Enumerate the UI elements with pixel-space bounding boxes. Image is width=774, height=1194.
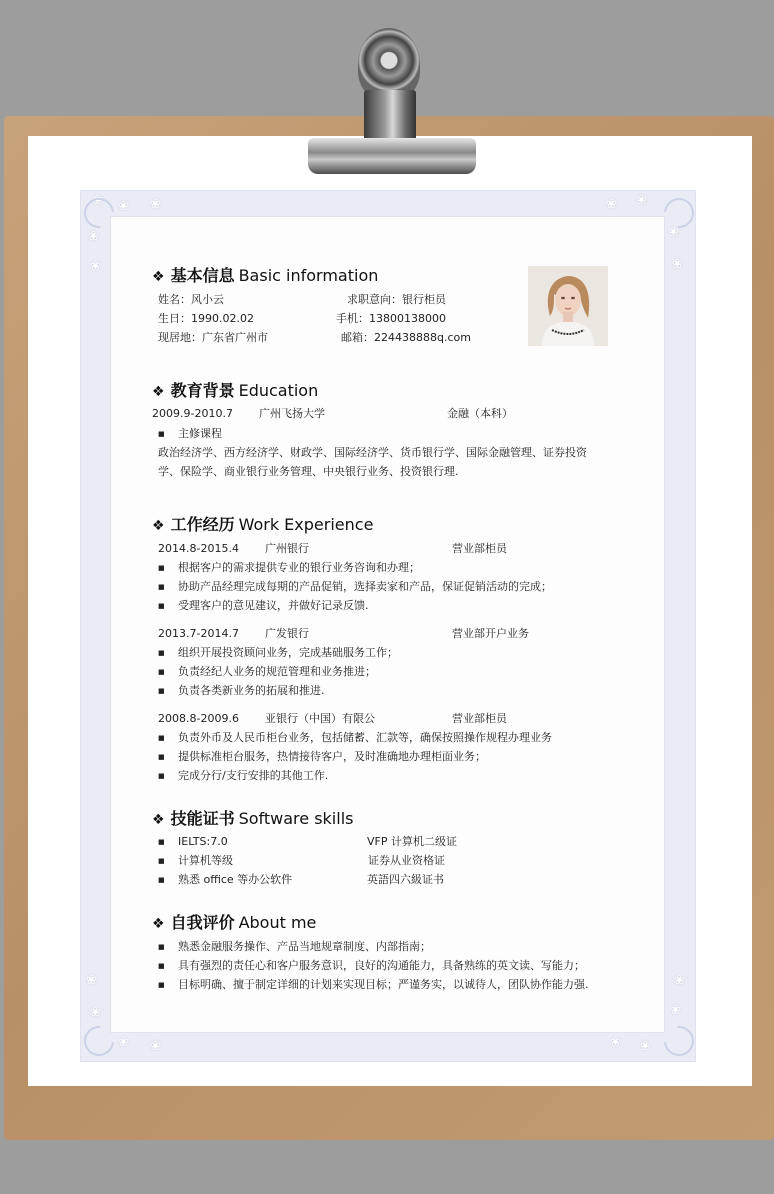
job-company: 广州银行: [265, 542, 309, 555]
flower-icon: ❀: [640, 1039, 651, 1054]
flower-icon: ❀: [90, 1005, 101, 1020]
section-marker-icon: ❖: [152, 518, 165, 534]
section-title-education: ❖ 教育背景 Education: [152, 381, 319, 400]
section-marker-icon: ❖: [152, 916, 165, 932]
bullet-icon: ■: [158, 583, 165, 591]
skill-item: VFP 计算机二级证: [367, 835, 457, 848]
flower-icon: ❀: [86, 973, 97, 988]
courses-line: 政治经济学、西方经济学、财政学、国际经济学、货币银行学、国际金融管理、证券投资: [158, 446, 587, 459]
job-duty: 负责外币及人民币柜台业务，包括储蓄、汇款等，确保按照操作规程办理业务: [178, 731, 552, 744]
job-duty: 协助产品经理完成每期的产品促销，选择卖家和产品，保证促销活动的完成；: [178, 580, 552, 593]
job-duty: 组织开展投资顾问业务，完成基础服务工作；: [178, 646, 398, 659]
phone-text: 手机：13800138000: [336, 312, 446, 325]
bullet-icon: ■: [158, 430, 165, 438]
bullet-icon: ■: [158, 838, 165, 846]
flower-icon: ❀: [118, 199, 129, 214]
courses-line: 学、保险学、商业银行业务管理、中央银行业务、投资银行理.: [158, 465, 459, 478]
email-text: 邮箱：224438888q.com: [341, 331, 471, 344]
job-title: 营业部柜员: [452, 542, 507, 555]
flower-icon: ❀: [668, 225, 679, 240]
courses-label: 主修课程: [178, 427, 222, 440]
job-period: 2014.8-2015.4: [158, 542, 239, 555]
bullet-icon: ■: [158, 602, 165, 610]
name-text: 姓名：风小云: [158, 293, 224, 306]
job-company: 亚银行（中国）有限公: [265, 712, 375, 725]
bullet-icon: ■: [158, 668, 165, 676]
bullet-icon: ■: [158, 687, 165, 695]
flower-icon: ❀: [88, 229, 99, 244]
education-school: 广州飞扬大学: [259, 407, 325, 420]
bullet-icon: ■: [158, 981, 165, 989]
section-title-basic: ❖ 基本信息 Basic information: [152, 266, 379, 285]
bullet-icon: ■: [158, 857, 165, 865]
bullet-icon: ■: [158, 876, 165, 884]
flower-icon: ❀: [90, 259, 101, 274]
flower-icon: ❀: [672, 257, 683, 272]
section-title-work: ❖ 工作经历 Work Experience: [152, 515, 374, 534]
job-period: 2008.8-2009.6: [158, 712, 239, 725]
skill-item: 计算机等级: [178, 854, 233, 867]
education-period: 2009.9-2010.7: [152, 407, 233, 420]
job-title: 营业部开户业务: [452, 627, 529, 640]
skill-item: IELTS:7.0: [178, 835, 228, 848]
bullet-icon: ■: [158, 753, 165, 761]
bullet-icon: ■: [158, 734, 165, 742]
birth-text: 生日：1990.02.02: [158, 312, 254, 325]
job-duty: 提供标准柜台服务，热情接待客户，及时准确地办理柜面业务；: [178, 750, 486, 763]
job-duty: 负责各类新业务的拓展和推进.: [178, 684, 325, 697]
section-title-about: ❖ 自我评价 About me: [152, 913, 317, 932]
address-text: 现居地：广东省广州市: [158, 331, 268, 344]
flower-icon: ❀: [150, 1039, 161, 1054]
skill-item: 英語四六級证书: [367, 873, 444, 886]
about-item: 目标明确、擅于制定详细的计划来实现目标；严谨务实，以诚待人，团队协作能力强.: [178, 978, 589, 991]
job-duty: 完成分行/支行安排的其他工作.: [178, 769, 329, 782]
bullet-icon: ■: [158, 564, 165, 572]
flower-icon: ❀: [610, 1035, 621, 1050]
section-marker-icon: ❖: [152, 384, 165, 400]
section-title-skills: ❖ 技能证书 Software skills: [152, 809, 354, 828]
bullet-icon: ■: [158, 943, 165, 951]
binder-clip-base: [308, 138, 476, 174]
profile-photo: [528, 266, 608, 346]
job-intent-text: 求职意向：银行柜员: [347, 293, 446, 306]
flower-icon: ❀: [606, 197, 617, 212]
job-company: 广发银行: [265, 627, 309, 640]
job-duty: 负责经纪人业务的规范管理和业务推进；: [178, 665, 376, 678]
flower-icon: ❀: [670, 1003, 681, 1018]
bullet-icon: ■: [158, 649, 165, 657]
job-period: 2013.7-2014.7: [158, 627, 239, 640]
about-item: 具有强烈的责任心和客户服务意识，良好的沟通能力，具备熟练的英文读、写能力；: [178, 959, 585, 972]
flower-icon: ❀: [674, 973, 685, 988]
bullet-icon: ■: [158, 962, 165, 970]
about-item: 熟悉金融服务操作、产品当地规章制度、内部指南；: [178, 940, 431, 953]
bullet-icon: ■: [158, 772, 165, 780]
job-title: 营业部柜员: [452, 712, 507, 725]
skill-item: 熟悉 office 等办公软件: [178, 873, 293, 886]
section-marker-icon: ❖: [152, 269, 165, 285]
skill-item: 证券从业资格证: [368, 854, 445, 867]
education-major: 金融（本科）: [447, 407, 513, 420]
flower-icon: ❀: [150, 197, 161, 212]
flower-icon: ❀: [636, 193, 647, 208]
job-duty: 受理客户的意见建议，并做好记录反馈.: [178, 599, 369, 612]
section-marker-icon: ❖: [152, 812, 165, 828]
job-duty: 根据客户的需求提供专业的银行业务咨询和办理；: [178, 561, 420, 574]
flower-icon: ❀: [118, 1035, 129, 1050]
flower-icon: ❀: [92, 193, 103, 208]
